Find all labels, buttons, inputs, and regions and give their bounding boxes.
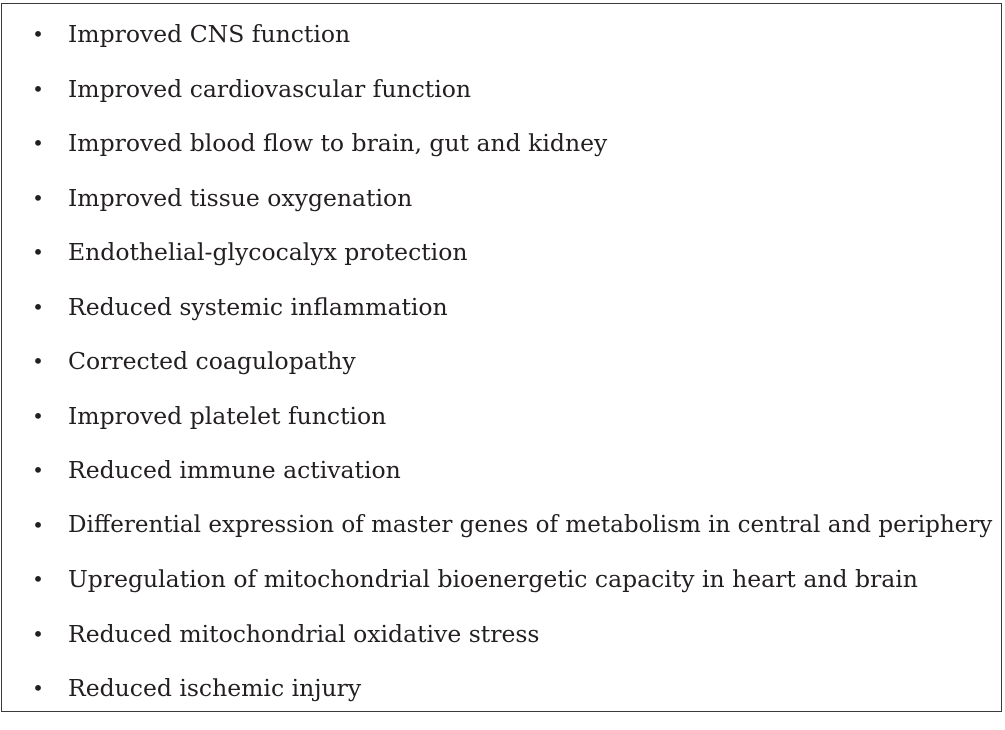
bullet-icon: • bbox=[32, 76, 44, 101]
list-item bbox=[2, 7, 1001, 62]
list-item bbox=[2, 552, 1001, 607]
list-item-text: Reduced immune activation bbox=[68, 456, 401, 484]
bullet-icon: • bbox=[32, 567, 44, 591]
list-item-text: Endothelial-glycocalyx protection bbox=[68, 238, 468, 266]
list-item bbox=[2, 62, 1001, 117]
list-item bbox=[2, 171, 1001, 226]
bullet-icon: • bbox=[32, 185, 44, 210]
list-item-text: Differential expression of master genes of metabolism in central and periphery bbox=[68, 511, 993, 538]
bullet-icon: • bbox=[32, 512, 44, 537]
list-item bbox=[2, 443, 1001, 498]
list-item bbox=[2, 389, 1001, 444]
bullet-icon: • bbox=[32, 240, 44, 264]
bullet-icon: • bbox=[32, 22, 44, 46]
list-item bbox=[2, 661, 1001, 716]
bullet-icon: • bbox=[32, 458, 44, 482]
list-item-text: Improved tissue oxygenation bbox=[68, 183, 413, 212]
bullet-icon: • bbox=[32, 676, 44, 700]
list-item-text: Upregulation of mitochondrial bioenergetic capacity in heart and brain bbox=[68, 565, 918, 593]
list-item bbox=[2, 334, 1001, 389]
bullet-icon: • bbox=[32, 403, 44, 428]
list-item-text: Improved platelet function bbox=[68, 401, 387, 430]
list-item-text: Improved cardiovascular function bbox=[68, 74, 472, 103]
list-item bbox=[2, 225, 1001, 280]
bulleted-list-box bbox=[1, 3, 1002, 712]
list-item-text: Reduced mitochondrial oxidative stress bbox=[68, 619, 540, 648]
list-item-text: Improved blood flow to brain, gut and kidney bbox=[68, 129, 608, 157]
bullet-icon: • bbox=[32, 294, 44, 319]
list-item bbox=[2, 280, 1001, 335]
list-item-text: Corrected coagulopathy bbox=[68, 347, 356, 375]
list-item-text: Improved CNS function bbox=[68, 20, 351, 48]
bulleted-list bbox=[2, 7, 1001, 716]
bullet-icon: • bbox=[32, 131, 44, 155]
bullet-icon: • bbox=[32, 349, 44, 373]
list-item bbox=[2, 607, 1001, 662]
list-item-text: Reduced systemic inflammation bbox=[68, 292, 448, 321]
list-item-text: Reduced ischemic injury bbox=[68, 674, 362, 702]
bullet-icon: • bbox=[32, 621, 44, 646]
list-item bbox=[2, 498, 1001, 553]
list-item bbox=[2, 116, 1001, 171]
